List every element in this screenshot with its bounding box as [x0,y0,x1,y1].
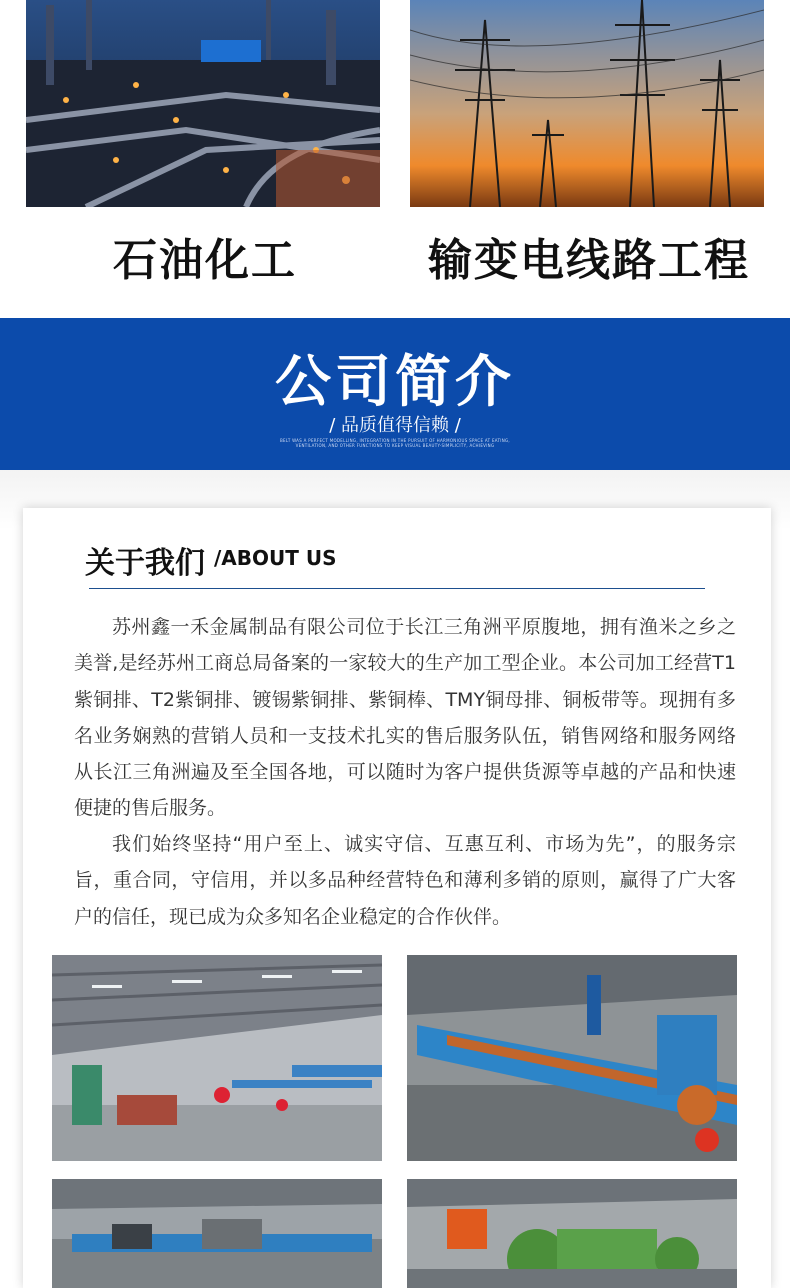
divider [89,588,705,589]
factory-workshop-image [52,955,382,1161]
factory-machines-image [52,1179,382,1288]
about-card [23,508,771,1288]
about-paragraph-2: 我们始终坚持“用户至上、诚实守信、互惠互利、市场为先”，的服务宗旨，重合同，守信用，并以多品种经营特色和薄利多销的原则，赢得了广大客户的信任，现已成为众多知名企业稳定的合作伙伴。 [74,833,736,928]
banner-fine-print: BELT WAS A PERFECT MODELLING, INTEGRATION IN THE PURSUIT OF HARMONIOUS SPACE AT EATING, VENTILATION, AND OTHER FUNCTIONS TO KEEP VISUAL BEAUTY-SIMPLICITY, ACHIEVING [279,438,511,448]
green-machinery-image [407,1179,737,1288]
power-lines-image [410,0,764,207]
about-title: 关于我们 [85,546,205,581]
banner-title: 公司简介 [275,350,515,415]
about-paragraph-1: 苏州鑫一禾金属制品有限公司位于长江三角洲平原腹地，拥有渔米之乡之美誉,是经苏州工商总局备案的一家较大的生产加工型企业。本公司加工经营T1紫铜排、T2紫铜排、镀锡紫铜排、紫铜棒、TMY铜母排、铜板带等。现拥有多名业务娴熟的营销人员和一支技术扎实的售后服务队伍，销售网络和服务网络从长江三角洲遍及至全国各地，可以随时为客户提供货源等卓越的产品和快速便捷的售后服务。 [74,616,736,820]
company-intro-banner [0,318,790,470]
production-line-image [407,955,737,1161]
petrochemical-caption: 石油化工 [113,235,297,286]
petrochemical-plant-image [26,0,380,207]
banner-subtitle: / 品质值得信赖 / [329,415,461,436]
about-title-en: /ABOUT US [214,546,337,570]
power-line-caption: 输变电线路工程 [428,235,750,286]
